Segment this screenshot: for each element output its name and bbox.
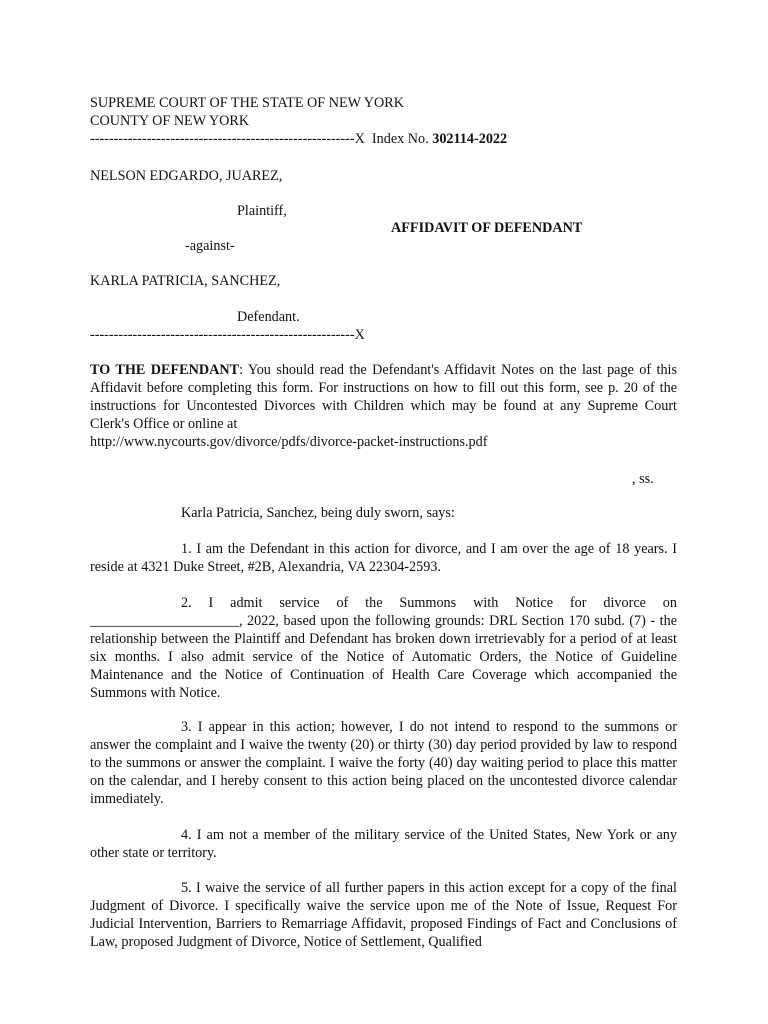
caption-divider-bottom: --------------------------------------------------------X — [90, 327, 365, 343]
instructions-url: http://www.nycourts.gov/divorce/pdfs/divorce-packet-instructions.pdf — [90, 434, 488, 450]
venue-ss: , ss. — [632, 471, 654, 487]
notice-heading: TO THE DEFENDANT — [90, 362, 240, 378]
county-line: COUNTY OF NEW YORK — [90, 113, 250, 129]
paragraph-3 — [90, 718, 677, 808]
plaintiff-name: NELSON EDGARDO, JUAREZ, — [90, 168, 283, 184]
paragraph-4 — [90, 826, 677, 862]
defendant-name: KARLA PATRICIA, SANCHEZ, — [90, 273, 281, 289]
defendant-role: Defendant. — [237, 309, 300, 325]
paragraph-2 — [90, 594, 677, 702]
notice-text: : You should read the Defendant's Affidavit Notes on the last page of this Affidavit before completing this form. For instructions on how to fill out this form, see p. 20 of the instructions for Uncontested Divorces with Children which may be found at any Supreme Court Clerk's Office or online at — [90, 362, 677, 432]
plaintiff-role: Plaintiff, — [237, 203, 287, 219]
paragraph-5-text: 5. I waive the service of all further papers in this action except for a copy of the final Judgment of Divorce. I specifically waive the service upon me of the Note of Issue, Request For Judicial Intervention, Barriers to Remarriage Affidavit, proposed Findings of Fact and Conclusions of Law, proposed Judgment of Divorce, Notice of Settlement, Qualified — [90, 880, 677, 950]
against-label: -against- — [185, 238, 235, 254]
divider-dashes: --------------------------------------------------------X — [90, 131, 365, 147]
document-title: AFFIDAVIT OF DEFENDANT — [391, 220, 583, 236]
paragraph-5 — [90, 879, 677, 951]
defendant-notice — [90, 361, 677, 433]
paragraph-1-text: 1. I am the Defendant in this action for divorce, and I am over the age of 18 years. I reside at 4321 Duke Street, #2B, Alexandria, VA 22304-2593. — [90, 541, 677, 575]
paragraph-3-text: 3. I appear in this action; however, I do not intend to respond to the summons or answer the complaint and I waive the twenty (20) or thirty (30) day period provided by law to respond to the summons or answer the complaint. I waive the forty (40) day waiting period to place this matter on the calendar, and I hereby consent to this action being placed on the uncontested divorce calendar immediately. — [90, 719, 677, 807]
paragraph-1 — [90, 540, 677, 576]
oath-line: Karla Patricia, Sanchez, being duly sworn, says: — [181, 505, 455, 521]
paragraph-2-text: 2. I admit service of the Summons with Notice for divorce on _____________________, 2022, based upon the following grounds: DRL Section 170 subd. (7) - the relationship between the Plaintiff and Defendant has broken down irretrievably for a period of at least six months. I also admit service of the Notice of Automatic Orders, the Notice of Guideline Maintenance and the Notice of Continuation of Health Care Coverage which accompanied the Summons with Notice. — [90, 595, 677, 701]
index-label: Index No. — [371, 131, 433, 147]
index-number: 302114-2022 — [432, 131, 508, 147]
paragraph-4-text: 4. I am not a member of the military service of the United States, New York or any other state or territory. — [90, 827, 677, 861]
caption-divider-top — [90, 130, 507, 148]
court-name-line: SUPREME COURT OF THE STATE OF NEW YORK — [90, 95, 404, 111]
